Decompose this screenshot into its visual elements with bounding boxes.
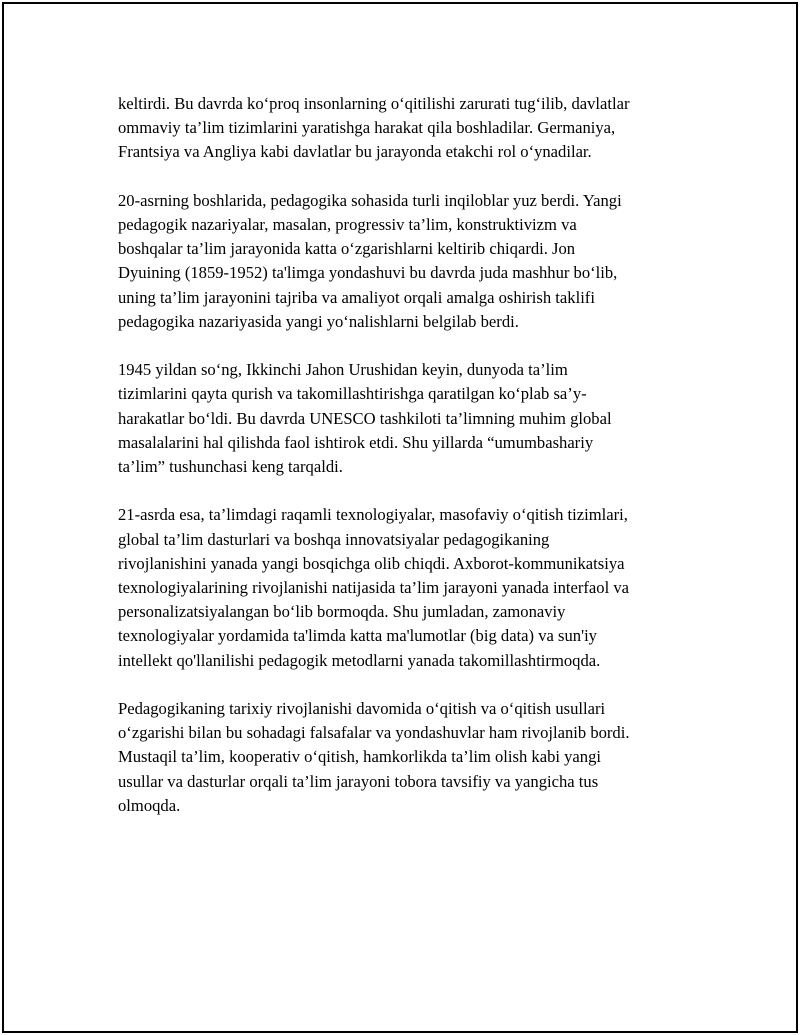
- text-line: keltirdi. Bu davrda ko‘proq insonlarning o‘qitilishi zarurati tug‘ilib, davlatlar: [118, 94, 630, 113]
- text-line: harakatlar bo‘ldi. Bu davrda UNESCO tashkiloti ta’limning muhim global: [118, 408, 612, 428]
- text-line: ommaviy ta’lim tizimlarini yaratishga harakat qila boshladilar. Germaniya,: [118, 118, 616, 138]
- document-body: [118, 92, 693, 842]
- text-line: Dyuining (1859-1952) ta'limga yondashuvi bu davrda juda mashhur bo‘lib,: [118, 263, 618, 283]
- paragraph-4: [118, 503, 693, 672]
- text-line: global ta’lim dasturlari va boshqa innovatsiyalar pedagogikaning: [118, 529, 550, 549]
- text-line: usullar va dasturlar orqali ta’lim jarayoni tobora tavsifiy va yangicha tus: [118, 771, 599, 791]
- text-line: boshqalar ta’lim jarayonida katta o‘zgarishlarni keltirib chiqardi. Jon: [118, 239, 576, 259]
- text-line: uning ta’lim jarayonini tajriba va amaliyot orqali amalga oshirish taklifi: [118, 287, 595, 307]
- text-line: rivojlanishini yanada yangi bosqichga olib chiqdi. Axborot-kommunikatsiya: [118, 553, 625, 573]
- text-line: pedagogik nazariyalar, masalan, progressiv ta’lim, konstruktivizm va: [118, 215, 577, 234]
- text-line: texnologiyalar yordamida ta'limda katta ma'lumotlar (big data) va sun'iy: [118, 626, 597, 646]
- text-line: intellekt qo'llanilishi pedagogik metodlarni yanada takomillashtirmoqda.: [118, 650, 601, 670]
- paragraph-3: [118, 358, 693, 479]
- text-line: Frantsiya va Angliya kabi davlatlar bu jarayonda etakchi rol o‘ynadilar.: [118, 142, 592, 162]
- text-line: 20-asrning boshlarida, pedagogika sohasida turli inqiloblar yuz berdi. Yangi: [118, 190, 622, 210]
- paragraph-2: [118, 189, 693, 334]
- text-line: o‘zgarishi bilan bu sohadagi falsafalar va yondashuvlar ham rivojlanib bordi.: [118, 723, 630, 743]
- text-line: olmoqda.: [118, 795, 181, 815]
- text-line: 21-asrda esa, ta’limdagi raqamli texnologiyalar, masofaviy o‘qitish tizimlari,: [118, 505, 628, 525]
- text-line: personalizatsiyalangan bo‘lib bormoqda. Shu jumladan, zamonaviy: [118, 602, 566, 622]
- text-line: texnologiyalarining rivojlanishi natijasida ta’lim jarayoni yanada interfaol va: [118, 578, 630, 598]
- paragraph-5: [118, 697, 693, 818]
- paragraph-1: [118, 92, 693, 165]
- text-line: tizimlarini qayta qurish va takomillashtirishga qaratilgan ko‘plab sa’y-: [118, 384, 587, 404]
- text-line: pedagogika nazariyasida yangi yo‘nalishlarni belgilab berdi.: [118, 311, 519, 331]
- text-line: 1945 yildan so‘ng, Ikkinchi Jahon Urushidan keyin, dunyoda ta’lim: [118, 360, 568, 380]
- text-line: Pedagogikaning tarixiy rivojlanishi davomida o‘qitish va o‘qitish usullari: [118, 699, 606, 719]
- text-line: Mustaqil ta’lim, kooperativ o‘qitish, hamkorlikda ta’lim olish kabi yangi: [118, 747, 601, 767]
- text-line: masalalarini hal qilishda faol ishtirok etdi. Shu yillarda “umumbashariy: [118, 432, 594, 452]
- text-line: ta’lim” tushunchasi keng tarqaldi.: [118, 457, 343, 477]
